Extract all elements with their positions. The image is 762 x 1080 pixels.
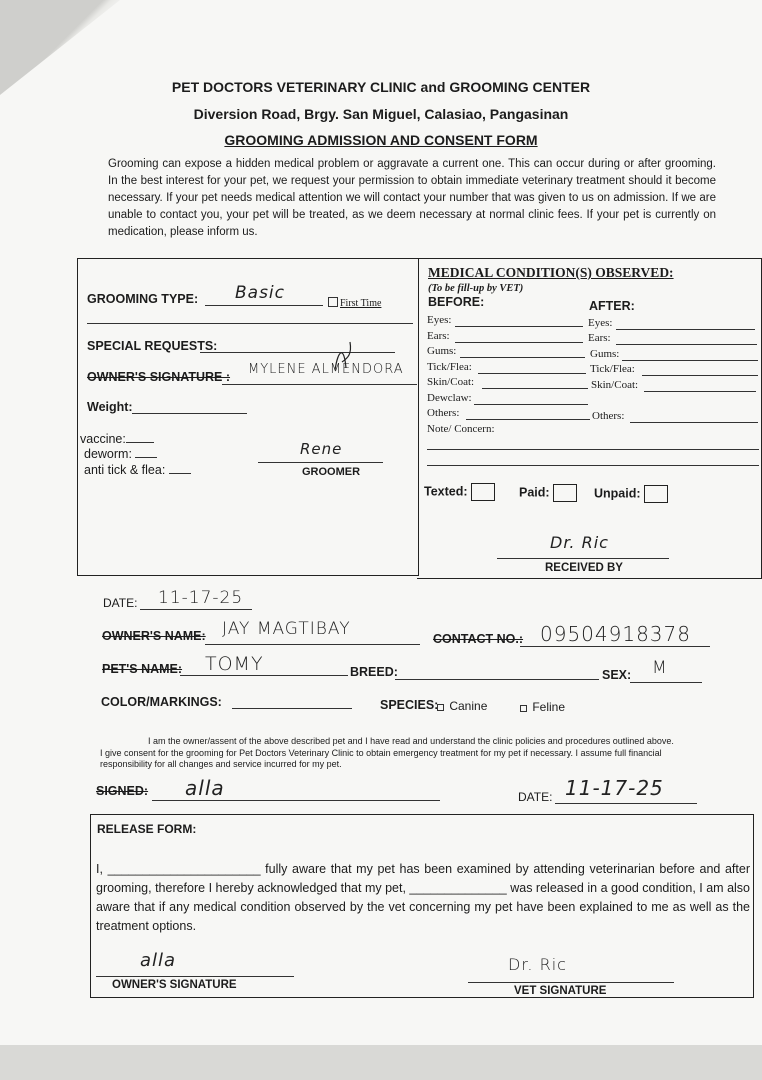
consent-line-2: I give consent for the grooming for Pet Doctors Veterinary Clinic to obtain emergency treatment for my pet if necessary. I assume full financial [100, 748, 662, 758]
unpaid-checkbox[interactable]: Unpaid: [594, 485, 668, 503]
after-others: Others: [592, 410, 625, 422]
owner-sig-label: OWNER'S SIGNATURE [112, 979, 237, 991]
consent-line-1: I am the owner/assent of the above described pet and I have read and understand the clinic policies and procedures outlined above. [148, 736, 674, 746]
date2-label: DATE: [518, 790, 553, 804]
after-label: AFTER: [589, 299, 635, 313]
before-gums: Gums: [427, 345, 457, 357]
release-title: RELEASE FORM: [97, 822, 197, 836]
after-tickflea: Tick/Flea: [590, 363, 635, 375]
texted-checkbox[interactable]: Texted: [424, 483, 495, 501]
groomer-label: GROOMER [302, 466, 361, 478]
special-requests-field[interactable] [200, 352, 395, 353]
pet-name-value[interactable]: TOMY [205, 653, 264, 675]
grooming-type-value[interactable]: Basic [235, 283, 286, 303]
date2-value[interactable]: 11-17-25 [565, 776, 664, 800]
release-text: I, ______________________ fully aware that my pet has been examined by attending veterinarian before and after grooming, therefore I hereby acknowledged that my pet, ______________ was released in a good condition, I am also aware that if any medical condition observed by the vet concerning my pet have been explained to me as well as the treatment options. [96, 862, 750, 933]
vaccine-label: vaccine: [80, 432, 154, 446]
before-skincoat: Skin/Coat: [427, 376, 475, 388]
after-ears: Ears: [588, 332, 611, 344]
after-eyes: Eyes: [588, 317, 613, 329]
signed-value[interactable]: alla [185, 776, 225, 800]
first-time-checkbox[interactable]: First Time [328, 297, 381, 309]
form-title: GROOMING ADMISSION AND CONSENT FORM [224, 132, 538, 148]
clinic-name: PET DOCTORS VETERINARY CLINIC and GROOMING CENTER [171, 79, 591, 95]
antitick-label: anti tick & flea: [84, 463, 191, 477]
owner-name-value[interactable]: JAY MAGTIBAY [222, 619, 351, 639]
contact-label: CONTACT NO.: [433, 632, 524, 646]
consent-line-3: responsibility for all changes and service incurred for my pet. [100, 759, 342, 769]
color-field[interactable] [232, 708, 352, 709]
weight-label: Weight: [87, 400, 133, 414]
after-skincoat: Skin/Coat: [591, 379, 639, 391]
groomer-name[interactable]: Rene [300, 440, 343, 458]
weight-field[interactable] [132, 413, 247, 414]
note-line-1[interactable] [427, 449, 759, 450]
before-dewclaw: Dewclaw: [427, 392, 472, 404]
sex-value[interactable]: M [652, 658, 668, 678]
received-signature[interactable]: Dr. Ric [550, 533, 609, 552]
intro-paragraph: Grooming can expose a hidden medical problem or aggravate a current one. This can occur during or after grooming. In the best interest for your pet, we request your permission to obtain immediate veterinary treatment should it become necessary. If your pet needs medical attention we will contact your number that was given to us on admission. If we are unable to contact you, your pet will be treated, as we deem necessary at normal clinic fees. If your pet is currently on medication, please inform us. [108, 158, 716, 238]
signed-label: SIGNED: [96, 784, 149, 798]
medical-subtitle: (To be fill-up by VET) [428, 283, 524, 294]
owner-signature-value[interactable]: MYLENE ALMENDORA [248, 362, 404, 377]
medical-title: MEDICAL CONDITION(S) OBSERVED: [428, 265, 674, 280]
before-tickflea: Tick/Flea: [427, 361, 472, 373]
contact-value[interactable]: 09504918378 [540, 622, 691, 646]
note-line-2[interactable] [427, 465, 759, 466]
before-others: Others: [427, 407, 460, 419]
before-eyes: Eyes: [427, 314, 452, 326]
deworm-label: deworm: [84, 447, 157, 461]
before-ears: Ears: [427, 330, 450, 342]
date-label: DATE: [103, 596, 138, 610]
release-owner-sig[interactable]: alla [140, 950, 177, 971]
release-vet-sig[interactable]: Dr. Ric [508, 955, 567, 974]
breed-label: BREED: [350, 665, 398, 679]
date-value[interactable]: 11-17-25 [158, 588, 244, 608]
note-concern: Note/ Concern: [427, 423, 495, 435]
after-gums: Gums: [590, 348, 620, 360]
vet-sig-label: VET SIGNATURE [514, 985, 607, 997]
grooming-type-label: GROOMING TYPE: [87, 292, 199, 306]
clinic-address: Diversion Road, Brgy. San Miguel, Calasiao, Pangasinan [193, 106, 569, 122]
color-label: COLOR/MARKINGS: [101, 695, 222, 709]
owner-initial-mark [330, 340, 360, 380]
owner-name-label: OWNER'S NAME: [102, 629, 206, 643]
breed-field[interactable] [395, 679, 599, 680]
before-label: BEFORE: [428, 295, 485, 309]
owner-signature-label: OWNER'S SIGNATURE : [87, 370, 231, 384]
paid-checkbox[interactable]: Paid: [519, 484, 577, 502]
feline-option[interactable]: Feline [520, 700, 565, 714]
canine-option[interactable]: Canine [437, 699, 487, 713]
sex-label: SEX: [602, 668, 632, 682]
special-requests-label: SPECIAL REQUESTS: [87, 339, 218, 353]
pet-name-label: PET'S NAME: [102, 662, 183, 676]
species-label: SPECIES: [380, 698, 439, 712]
received-by-label: RECEIVED BY [545, 562, 623, 574]
